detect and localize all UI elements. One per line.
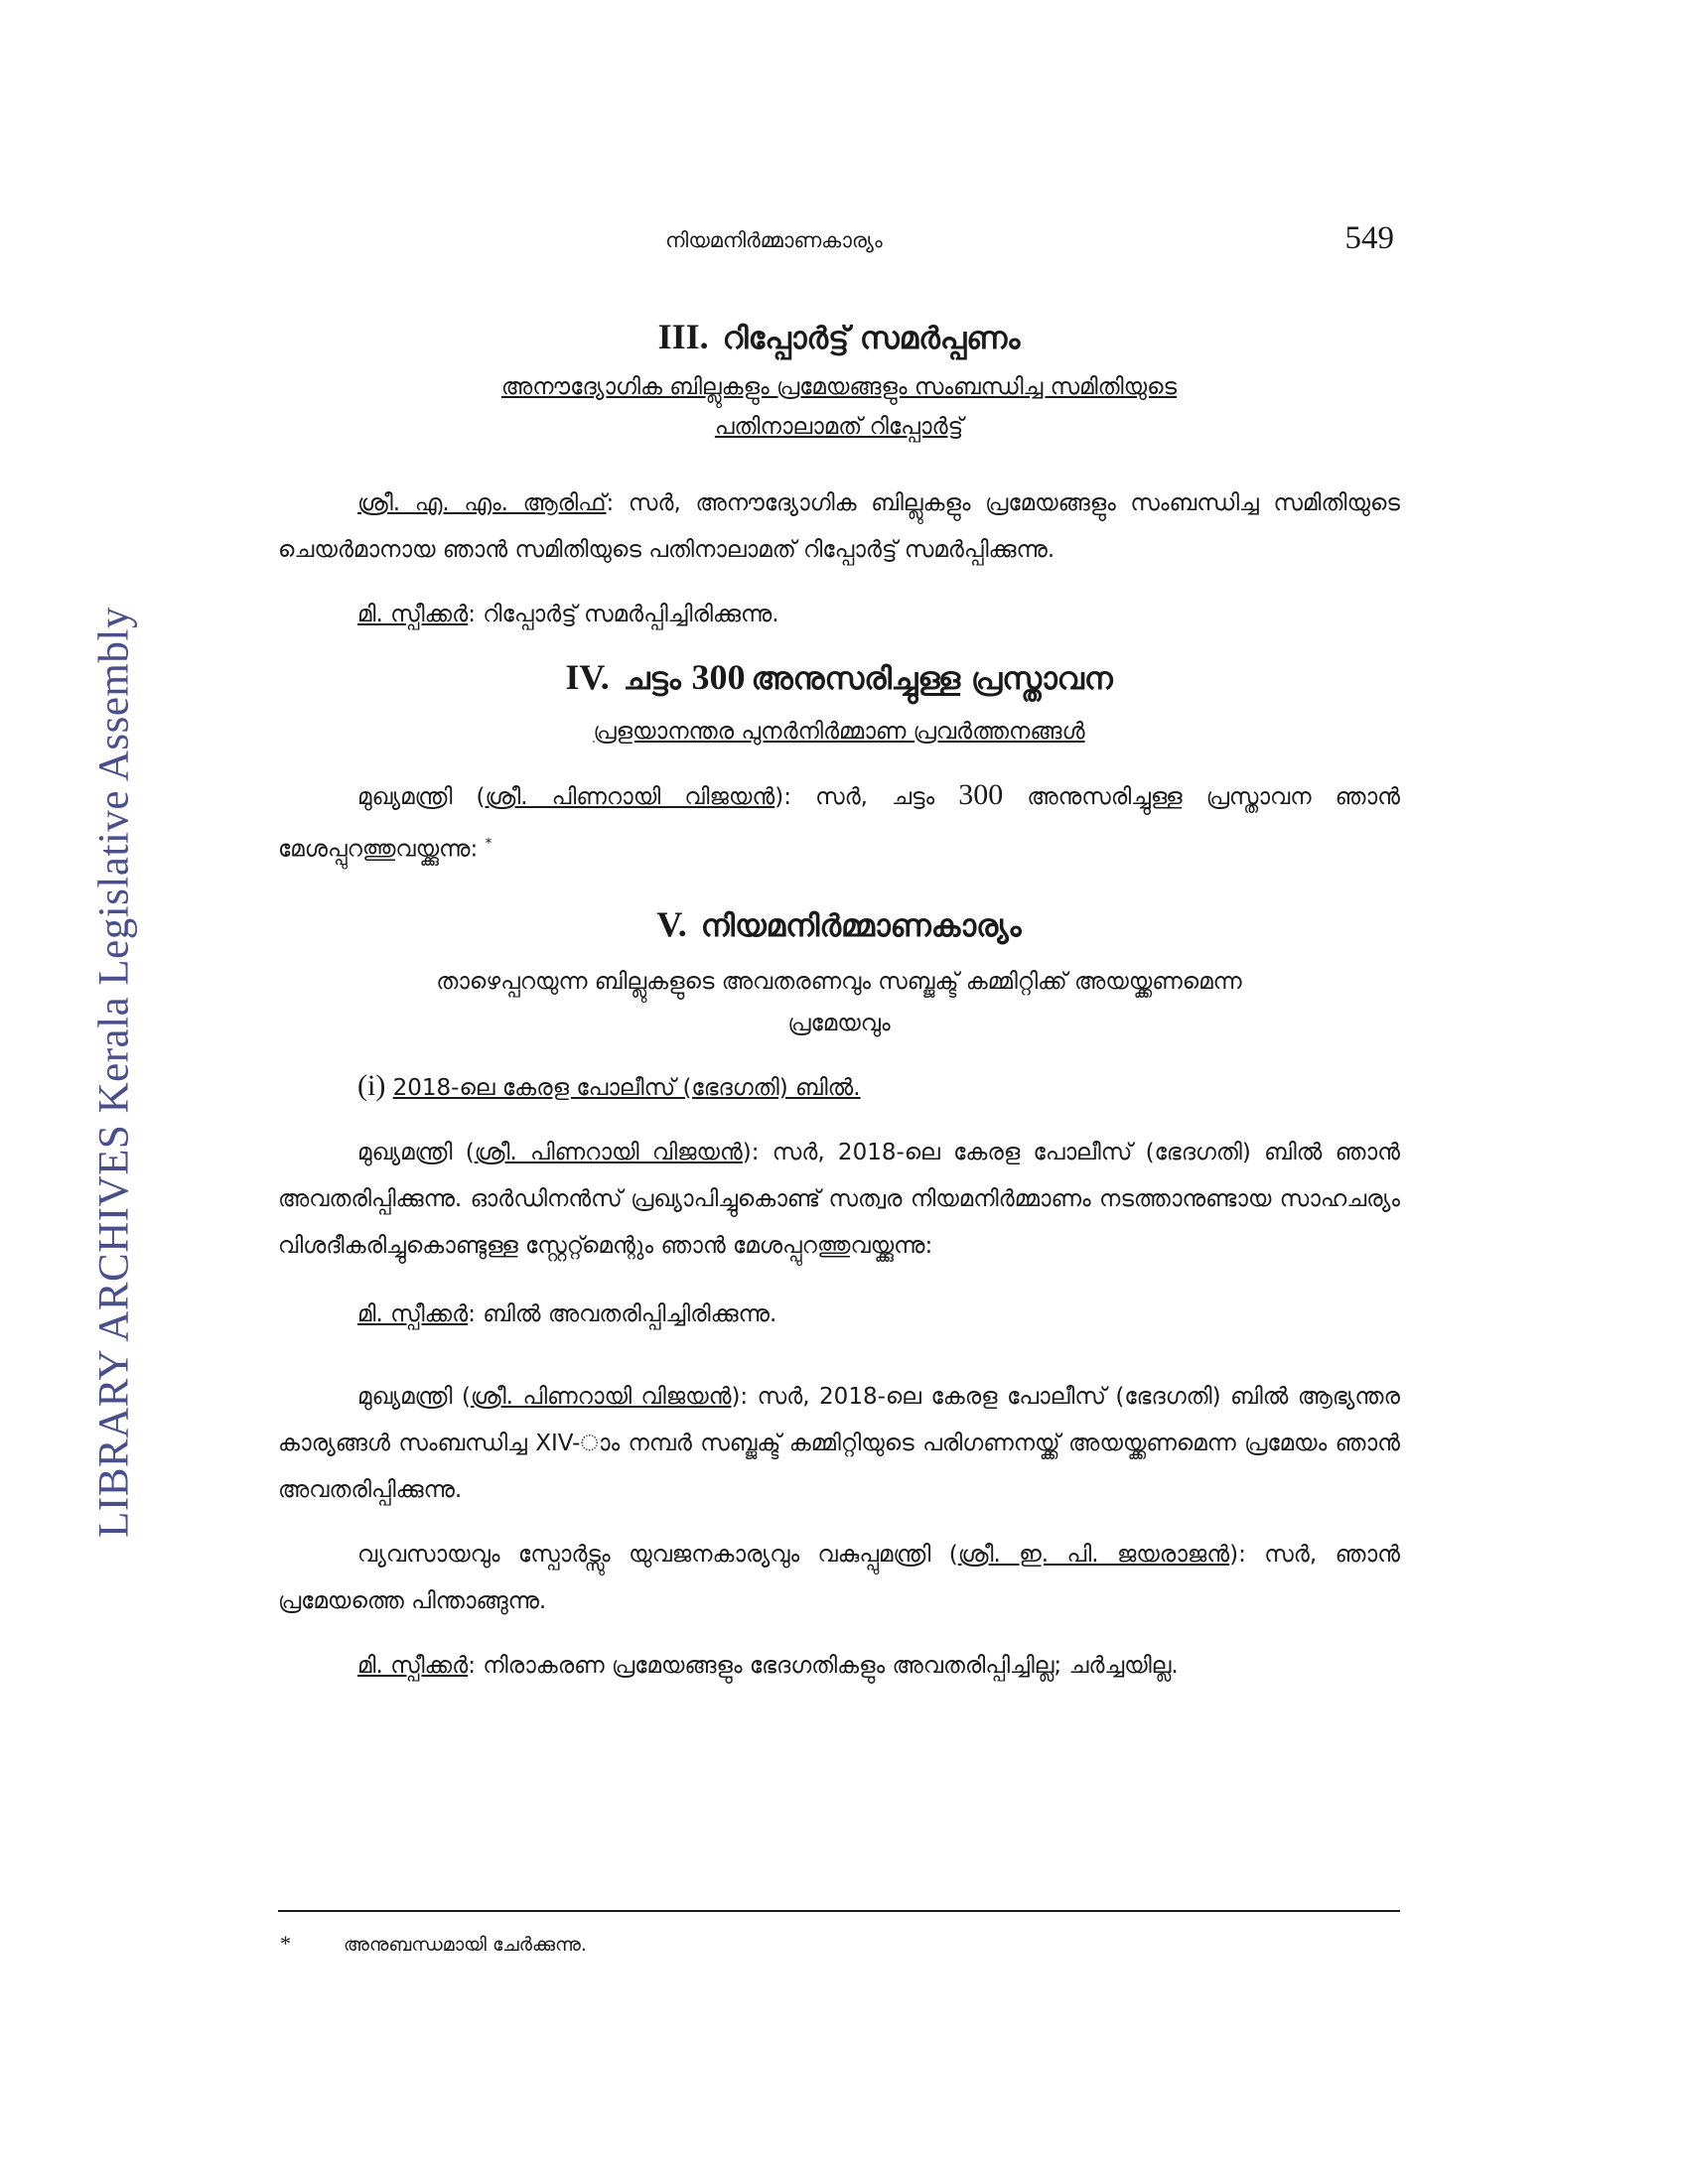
rule-number: 300 bbox=[958, 778, 1004, 811]
footnote-text: അനുബന്ധമായി ചേർക്കുന്നു. bbox=[344, 1934, 587, 1956]
speaker-name: ശ്രീ. പിണറായി വിജയൻ bbox=[474, 1139, 743, 1165]
speaker-name: ശ്രീ. പിണറായി വിജയൻ bbox=[485, 784, 775, 810]
speaker-name: ശ്രീ. എ. എം. ആരിഫ് bbox=[357, 490, 607, 516]
speaker-bill-introduced-paragraph bbox=[278, 1292, 1400, 1338]
section-title-part: ചട്ടം bbox=[623, 661, 681, 697]
section-numeral: V. bbox=[656, 903, 687, 944]
section-v-intro-line1: താഴെപ്പറയുന്ന ബില്ലുകളുടെ അവതരണവും സബ്ജക്ട് കമ്മിറ്റിക്ക് അയയ്ക്കണമെന്ന bbox=[436, 968, 1242, 995]
page-number: 549 bbox=[1344, 220, 1394, 256]
footnote-divider bbox=[278, 1910, 1400, 1912]
paragraph-prefix: മുഖ്യമന്ത്രി ( bbox=[357, 1139, 475, 1165]
speaker-name: മി. സ്പീക്കർ bbox=[357, 602, 469, 627]
page-body bbox=[278, 316, 1400, 1690]
speaker-no-discussion-paragraph bbox=[278, 1643, 1400, 1690]
section-iii-subheading-line2: പതിനാലാമത് റിപ്പോർട്ട് bbox=[714, 414, 964, 440]
minister-seconding-paragraph bbox=[278, 1532, 1400, 1625]
paragraph-prefix: വ്യവസായവും സ്പോർട്സും യുവജനകാര്യവും വകുപ്പുമന്ത്രി ( bbox=[357, 1541, 958, 1568]
section-v-intro-line2: പ്രമേയവും bbox=[787, 1010, 891, 1036]
rule-number: 300 bbox=[691, 657, 746, 697]
section-v-heading bbox=[278, 903, 1400, 945]
paragraph-prefix: മുഖ്യമന്ത്രി ( bbox=[357, 1383, 471, 1410]
section-title: റിപ്പോർട്ട് സമർപ്പണം bbox=[722, 321, 1021, 356]
section-numeral: III. bbox=[657, 317, 709, 356]
arif-report-paragraph bbox=[278, 480, 1400, 574]
section-title-part: അനുസരിച്ചുള്ള പ്രസ്താവന bbox=[751, 661, 1113, 697]
cm-statement-paragraph bbox=[278, 771, 1400, 874]
paragraph-text: ): സർ, 2018-ലെ കേരള പോലീസ് (ഭേദഗതി) ബിൽ ഞാൻ അവതരിപ്പിക്കുന്നു. ഓർഡിനൻസ് പ്രഖ്യാപിച്ചുകൊണ്ട് സത്വര നിയമനിർമ്മാണം നടത്താനുണ്ടായ സാഹചര്യം വിശദീകരിച്ചുകൊണ്ടുള്ള സ്റ്റേറ്റ്മെന്റും ഞാൻ മേശപ്പുറത്തുവയ്ക്കുന്നു: bbox=[278, 1139, 1401, 1259]
footnote-mark: * bbox=[280, 1931, 291, 1956]
section-iv-subheading: പ്രളയാനന്തര പുനർനിർമ്മാണ പ്രവർത്തനങ്ങൾ bbox=[593, 719, 1085, 745]
section-title: നിയമനിർമ്മാണകാര്യം bbox=[700, 907, 1022, 944]
speaker-name: ശ്രീ. പിണറായി വിജയൻ bbox=[470, 1383, 732, 1410]
paragraph-text: ): സർ, 2018-ലെ കേരള പോലീസ് (ഭേദഗതി) ബിൽ ആഭ്യന്തര കാര്യങ്ങൾ സംബന്ധിച്ച XIV-ാം നമ്പർ സബ്ജക്ട് കമ്മിറ്റിയുടെ പരിഗണനയ്ക്ക് അയയ്ക്കണമെന്ന പ്രമേയം ഞാൻ അവതരിപ്പിക്കുന്നു. bbox=[278, 1383, 1401, 1503]
paragraph-text: : സർ, അനൗദ്യോഗിക ബില്ലുകളും പ്രമേയങ്ങളും സംബന്ധിച്ച സമിതിയുടെ ചെയർമാനായ ഞാൻ സമിതിയുടെ പതിനാലാമത് റിപ്പോർട്ട് സമർപ്പിക്കുന്നു. bbox=[278, 490, 1400, 563]
footnote-reference: * bbox=[485, 836, 492, 852]
bill-title: 2018-ലെ കേരള പോലീസ് (ഭേദഗതി) ബിൽ. bbox=[392, 1074, 861, 1101]
paragraph-text: അനുസരിച്ചുള്ള പ്രസ്താവന ഞാൻ മേശപ്പുറത്തുവയ്ക്കുന്നു: bbox=[278, 784, 1401, 863]
paragraph-text: ): സർ, ചട്ടം bbox=[774, 784, 935, 810]
paragraph-prefix: മുഖ്യമന്ത്രി ( bbox=[357, 784, 486, 810]
section-iv-heading bbox=[278, 656, 1400, 698]
section-numeral: IV. bbox=[565, 657, 610, 697]
cm-bill-introduction-paragraph bbox=[278, 1130, 1400, 1270]
cm-committee-motion-paragraph bbox=[278, 1374, 1400, 1514]
speaker-name: മി. സ്പീക്കർ bbox=[357, 1300, 469, 1327]
item-label: (i) bbox=[357, 1068, 386, 1102]
paragraph-text: : ബിൽ അവതരിപ്പിച്ചിരിക്കുന്നു. bbox=[468, 1300, 777, 1327]
running-title: നിയമനിർമ്മാണകാര്യം bbox=[665, 228, 883, 252]
speaker-report-paragraph bbox=[278, 592, 1400, 638]
section-iii-subheading-line1: അനൗദ്യോഗിക ബില്ലുകളും പ്രമേയങ്ങളും സംബന്ധിച്ച സമിതിയുടെ bbox=[500, 374, 1178, 400]
speaker-name: മി. സ്പീക്കർ bbox=[357, 1652, 469, 1679]
paragraph-text: : റിപ്പോർട്ട് സമർപ്പിച്ചിരിക്കുന്നു. bbox=[468, 602, 779, 627]
library-archives-watermark: LIBRARY ARCHIVES Kerala Legislative Assembly bbox=[90, 607, 138, 1538]
paragraph-text: ): സർ, ഞാൻ പ്രമേയത്തെ പിന്താങ്ങുന്നു. bbox=[278, 1541, 1400, 1614]
paragraph-text: : നിരാകരണ പ്രമേയങ്ങളും ഭേദഗതികളും അവതരിപ്പിച്ചില്ല; ചർച്ചയില്ല. bbox=[468, 1652, 1179, 1679]
speaker-name: ശ്രീ. ഇ. പി. ജയരാജൻ bbox=[957, 1541, 1230, 1568]
footnote bbox=[280, 1931, 587, 1957]
section-iii-heading bbox=[278, 316, 1400, 357]
bill-item-title bbox=[278, 1064, 1400, 1110]
page-header bbox=[0, 220, 1688, 260]
